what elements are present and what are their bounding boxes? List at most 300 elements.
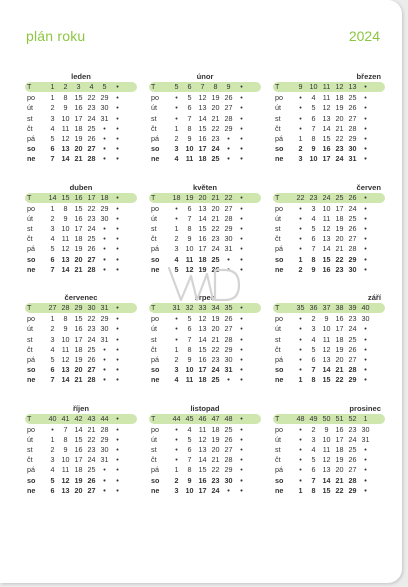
- day-label: st: [151, 224, 157, 234]
- day-cell: 24: [211, 244, 220, 254]
- day-cell: 7: [187, 455, 192, 465]
- month-květen: [149, 183, 261, 276]
- day-cell: 4: [50, 344, 55, 354]
- day-cell: •: [116, 434, 119, 444]
- day-cell: 25: [348, 213, 357, 223]
- day-row: [273, 244, 385, 254]
- day-label: po: [275, 93, 283, 103]
- day-row: [273, 124, 385, 134]
- week-number: 6: [187, 82, 192, 91]
- week-number-row: [25, 193, 137, 203]
- day-cell: 28: [348, 475, 357, 485]
- day-cell: 28: [348, 365, 357, 375]
- day-cell: 19: [335, 455, 344, 465]
- day-row: [273, 314, 385, 324]
- day-cell: 1: [50, 93, 55, 103]
- month-name: září: [367, 293, 381, 302]
- day-cell: •: [240, 475, 243, 485]
- day-cell: •: [240, 455, 243, 465]
- day-cell: 20: [74, 254, 83, 264]
- day-cell: •: [116, 154, 119, 164]
- day-cell: •: [116, 375, 119, 385]
- day-cell: 22: [87, 93, 96, 103]
- day-cell: 7: [311, 365, 316, 375]
- day-cell: 13: [198, 445, 207, 455]
- month-name: květen: [192, 182, 218, 192]
- day-cell: 30: [224, 234, 233, 244]
- day-cell: •: [240, 354, 243, 364]
- day-cell: •: [240, 93, 243, 103]
- day-cell: •: [299, 244, 302, 254]
- day-cell: 26: [224, 93, 233, 103]
- day-cell: 22: [335, 375, 344, 385]
- day-cell: 5: [311, 344, 316, 354]
- day-cell: •: [103, 254, 106, 264]
- day-cell: 15: [74, 434, 83, 444]
- day-cell: •: [240, 344, 243, 354]
- day-cell: 14: [74, 424, 83, 434]
- day-row: [25, 124, 137, 134]
- week-number: 16: [74, 192, 83, 202]
- day-cell: •: [299, 475, 302, 485]
- day-cell: 22: [87, 203, 96, 213]
- day-cell: 24: [87, 224, 96, 234]
- day-cell: 28: [348, 244, 357, 254]
- day-row: [25, 265, 137, 275]
- day-cell: 2: [174, 234, 179, 244]
- day-cell: 19: [335, 344, 344, 354]
- day-cell: 16: [198, 475, 207, 485]
- day-cell: 5: [187, 314, 192, 324]
- day-cell: 28: [224, 334, 233, 344]
- day-cell: 30: [100, 445, 109, 455]
- week-number: 32: [185, 303, 194, 312]
- day-row: [273, 93, 385, 103]
- week-label: T: [151, 192, 156, 202]
- day-cell: 12: [61, 354, 70, 364]
- day-cell: 4: [311, 213, 316, 223]
- day-cell: 27: [348, 234, 357, 244]
- day-label: čt: [27, 123, 33, 133]
- day-cell: 5: [311, 455, 316, 465]
- day-cell: 31: [224, 244, 233, 254]
- day-cell: 20: [74, 365, 83, 375]
- day-row: [273, 144, 385, 154]
- day-cell: 20: [335, 465, 344, 475]
- month-name: únor: [196, 72, 214, 81]
- week-number: 52: [348, 413, 357, 423]
- week-number-row: [149, 193, 261, 203]
- day-row: [149, 486, 261, 496]
- day-cell: 9: [63, 324, 68, 334]
- day-cell: 6: [311, 465, 316, 475]
- day-cell: 23: [211, 133, 220, 143]
- day-cell: 17: [198, 365, 207, 375]
- day-row: [273, 154, 385, 164]
- day-row: [25, 345, 137, 355]
- day-label: čt: [151, 455, 157, 465]
- day-cell: •: [364, 475, 367, 485]
- day-cell: 1: [298, 485, 303, 495]
- week-number: 40: [361, 303, 370, 312]
- day-row: [149, 314, 261, 324]
- day-row: [149, 425, 261, 435]
- day-cell: 2: [174, 133, 179, 143]
- day-cell: •: [175, 424, 178, 434]
- day-cell: 29: [224, 344, 233, 354]
- day-cell: 4: [50, 234, 55, 244]
- day-cell: •: [299, 123, 302, 133]
- day-cell: 26: [87, 244, 96, 254]
- week-number: 15: [61, 192, 70, 202]
- day-cell: •: [299, 455, 302, 465]
- week-number: 4: [89, 82, 94, 91]
- day-label: pá: [275, 465, 283, 475]
- day-cell: 27: [224, 203, 233, 213]
- day-cell: •: [240, 314, 243, 324]
- day-row: [149, 345, 261, 355]
- day-label: po: [151, 314, 159, 324]
- day-label: st: [27, 445, 33, 455]
- day-cell: 5: [311, 103, 316, 113]
- day-cell: 1: [298, 133, 303, 143]
- week-number: 45: [185, 413, 194, 423]
- day-row: [149, 144, 261, 154]
- day-cell: •: [364, 224, 367, 234]
- day-cell: 29: [224, 465, 233, 475]
- week-number: •: [364, 82, 367, 91]
- day-cell: 20: [211, 203, 220, 213]
- day-cell: 4: [174, 375, 179, 385]
- day-cell: 8: [63, 434, 68, 444]
- day-cell: •: [364, 264, 367, 274]
- day-label: ne: [27, 264, 36, 274]
- week-number: •: [364, 192, 367, 202]
- day-row: [149, 204, 261, 214]
- day-row: [273, 134, 385, 144]
- day-cell: 2: [50, 103, 55, 113]
- day-cell: 26: [348, 344, 357, 354]
- day-cell: 12: [198, 314, 207, 324]
- day-label: so: [275, 144, 284, 154]
- day-cell: 12: [322, 344, 331, 354]
- day-cell: 9: [187, 354, 192, 364]
- day-cell: 5: [187, 434, 192, 444]
- day-cell: 13: [198, 324, 207, 334]
- day-cell: 18: [198, 154, 207, 164]
- day-label: po: [151, 424, 159, 434]
- day-label: ne: [275, 264, 284, 274]
- week-number: 48: [224, 413, 233, 423]
- day-cell: •: [103, 475, 106, 485]
- day-cell: 15: [322, 133, 331, 143]
- day-cell: 17: [198, 485, 207, 495]
- day-cell: 13: [61, 254, 70, 264]
- day-cell: 6: [50, 144, 55, 154]
- week-number: 7: [200, 82, 205, 91]
- day-cell: 9: [311, 144, 316, 154]
- day-cell: 22: [211, 465, 220, 475]
- day-row: [25, 465, 137, 475]
- month-duben: [25, 183, 137, 276]
- year-label: 2024: [348, 28, 380, 44]
- day-cell: 4: [174, 154, 179, 164]
- day-row: [25, 214, 137, 224]
- day-cell: 26: [224, 434, 233, 444]
- day-cell: •: [227, 133, 230, 143]
- day-cell: •: [227, 254, 230, 264]
- day-label: po: [27, 93, 35, 103]
- week-number: 22: [224, 192, 233, 202]
- day-label: út: [275, 324, 281, 334]
- week-number: 35: [296, 303, 305, 312]
- day-cell: 9: [63, 445, 68, 455]
- day-cell: •: [240, 264, 243, 274]
- day-row: [273, 204, 385, 214]
- day-cell: 1: [50, 314, 55, 324]
- day-cell: •: [364, 344, 367, 354]
- week-number: 29: [74, 303, 83, 312]
- day-label: po: [275, 314, 283, 324]
- week-number: 31: [100, 303, 109, 312]
- day-cell: 17: [198, 144, 207, 154]
- week-number-row: [25, 303, 137, 313]
- day-cell: 26: [348, 103, 357, 113]
- day-row: [273, 345, 385, 355]
- week-number: 37: [322, 303, 331, 312]
- day-cell: 15: [74, 93, 83, 103]
- week-number: 22: [296, 192, 305, 202]
- day-cell: 28: [87, 375, 96, 385]
- day-cell: 29: [348, 485, 357, 495]
- day-label: po: [27, 203, 35, 213]
- day-cell: 11: [185, 254, 194, 264]
- week-number: 2: [63, 82, 68, 91]
- day-cell: 17: [74, 224, 83, 234]
- day-cell: 28: [224, 113, 233, 123]
- month-červenec: [25, 293, 137, 386]
- day-label: čt: [275, 344, 281, 354]
- week-number: 25: [335, 192, 344, 202]
- day-row: [149, 476, 261, 486]
- day-cell: •: [116, 123, 119, 133]
- day-cell: 11: [61, 465, 70, 475]
- day-label: po: [27, 424, 35, 434]
- day-cell: 14: [61, 375, 70, 385]
- week-number: •: [240, 82, 243, 91]
- day-label: út: [275, 434, 281, 444]
- day-cell: 30: [100, 103, 109, 113]
- day-cell: •: [103, 133, 106, 143]
- day-cell: 21: [335, 244, 344, 254]
- week-number: 44: [172, 413, 181, 423]
- week-number: 9: [226, 82, 231, 91]
- day-row: [149, 365, 261, 375]
- day-row: [149, 224, 261, 234]
- week-number: 12: [335, 82, 344, 91]
- day-cell: 29: [100, 314, 109, 324]
- week-number: 13: [348, 82, 357, 91]
- day-cell: •: [116, 475, 119, 485]
- week-number: 43: [87, 413, 96, 423]
- day-cell: 4: [311, 445, 316, 455]
- month-name: duben: [69, 182, 93, 192]
- week-number: 26: [348, 192, 357, 202]
- month-name: prosinec: [349, 403, 381, 413]
- day-label: čt: [27, 344, 33, 354]
- week-number: •: [240, 413, 243, 423]
- day-label: st: [27, 113, 33, 123]
- day-label: st: [151, 113, 157, 123]
- day-cell: 26: [211, 264, 220, 274]
- day-cell: 21: [74, 375, 83, 385]
- day-label: st: [275, 445, 281, 455]
- day-cell: 28: [224, 213, 233, 223]
- day-cell: •: [175, 434, 178, 444]
- day-cell: 3: [50, 113, 55, 123]
- day-cell: 4: [50, 465, 55, 475]
- day-cell: •: [364, 203, 367, 213]
- day-row: [25, 375, 137, 385]
- day-row: [25, 314, 137, 324]
- day-cell: 4: [174, 254, 179, 264]
- day-cell: •: [299, 354, 302, 364]
- day-label: pá: [27, 354, 35, 364]
- week-number: 48: [296, 413, 305, 423]
- day-cell: 14: [61, 154, 70, 164]
- day-cell: •: [116, 203, 119, 213]
- week-number: 44: [100, 413, 109, 423]
- day-cell: •: [364, 445, 367, 455]
- months-grid: [25, 72, 385, 496]
- day-cell: 19: [74, 244, 83, 254]
- day-cell: 30: [100, 324, 109, 334]
- day-label: so: [151, 144, 160, 154]
- day-cell: 2: [298, 264, 303, 274]
- day-row: [273, 435, 385, 445]
- day-label: pá: [27, 465, 35, 475]
- day-cell: 4: [311, 334, 316, 344]
- week-number: •: [240, 192, 243, 202]
- day-label: so: [151, 475, 160, 485]
- day-cell: •: [364, 234, 367, 244]
- day-cell: 16: [322, 144, 331, 154]
- day-cell: 3: [311, 434, 316, 444]
- day-cell: •: [299, 224, 302, 234]
- day-cell: 5: [174, 264, 179, 274]
- day-cell: 23: [335, 144, 344, 154]
- day-cell: •: [103, 234, 106, 244]
- month-prosinec: [273, 404, 385, 497]
- day-cell: 21: [335, 475, 344, 485]
- day-cell: •: [240, 324, 243, 334]
- day-cell: 5: [50, 475, 55, 485]
- day-cell: •: [116, 485, 119, 495]
- day-row: [25, 234, 137, 244]
- day-label: pá: [151, 133, 159, 143]
- day-cell: 27: [87, 485, 96, 495]
- day-row: [25, 204, 137, 214]
- day-cell: 18: [74, 234, 83, 244]
- day-label: ne: [275, 154, 284, 164]
- week-number: 47: [211, 413, 220, 423]
- week-number-row: [149, 303, 261, 313]
- day-cell: 9: [187, 475, 192, 485]
- day-cell: •: [364, 324, 367, 334]
- day-cell: 3: [174, 365, 179, 375]
- day-cell: 26: [348, 224, 357, 234]
- day-label: st: [275, 334, 281, 344]
- day-label: út: [151, 434, 157, 444]
- day-cell: •: [299, 434, 302, 444]
- day-cell: 14: [198, 213, 207, 223]
- day-cell: •: [227, 485, 230, 495]
- day-cell: 7: [50, 264, 55, 274]
- day-cell: •: [240, 465, 243, 475]
- day-cell: 12: [61, 133, 70, 143]
- day-cell: •: [175, 113, 178, 123]
- day-label: út: [151, 324, 157, 334]
- day-label: ne: [151, 264, 160, 274]
- day-cell: 7: [311, 475, 316, 485]
- day-cell: 10: [185, 244, 194, 254]
- day-cell: 10: [61, 113, 70, 123]
- day-cell: •: [299, 344, 302, 354]
- day-cell: 8: [187, 344, 192, 354]
- day-cell: 12: [198, 93, 207, 103]
- day-label: pá: [27, 244, 35, 254]
- day-cell: 31: [361, 434, 370, 444]
- day-cell: •: [116, 103, 119, 113]
- day-cell: 27: [224, 103, 233, 113]
- day-cell: 2: [50, 213, 55, 223]
- day-cell: •: [364, 485, 367, 495]
- day-cell: 11: [322, 334, 331, 344]
- day-cell: •: [299, 365, 302, 375]
- day-cell: 23: [335, 264, 344, 274]
- day-cell: 16: [74, 103, 83, 113]
- day-cell: •: [103, 144, 106, 154]
- day-cell: 15: [198, 123, 207, 133]
- day-row: [149, 244, 261, 254]
- day-cell: 29: [100, 434, 109, 444]
- day-cell: •: [116, 234, 119, 244]
- day-row: [25, 244, 137, 254]
- day-cell: 29: [224, 123, 233, 133]
- day-cell: 16: [74, 213, 83, 223]
- day-cell: •: [240, 244, 243, 254]
- day-cell: 24: [348, 434, 357, 444]
- day-cell: 9: [63, 103, 68, 113]
- day-cell: •: [240, 154, 243, 164]
- day-label: pá: [275, 244, 283, 254]
- day-row: [25, 445, 137, 455]
- day-cell: •: [103, 354, 106, 364]
- day-cell: 20: [211, 103, 220, 113]
- day-cell: •: [299, 314, 302, 324]
- day-cell: 28: [224, 455, 233, 465]
- day-label: čt: [275, 455, 281, 465]
- day-cell: 30: [100, 213, 109, 223]
- day-cell: 13: [61, 485, 70, 495]
- day-cell: 13: [322, 465, 331, 475]
- day-cell: 30: [348, 264, 357, 274]
- day-cell: •: [116, 314, 119, 324]
- day-cell: 3: [311, 203, 316, 213]
- day-label: so: [275, 475, 284, 485]
- day-cell: 23: [87, 103, 96, 113]
- day-label: út: [151, 213, 157, 223]
